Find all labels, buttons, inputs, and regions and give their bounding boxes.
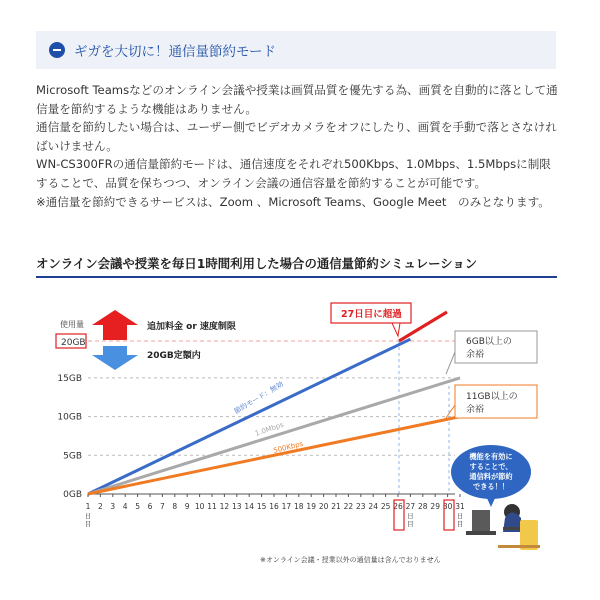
limit-label: 20GB bbox=[61, 338, 86, 348]
paragraph: Microsoft Teamsなどのオンライン会議や授業は画質品質を優先する為、画質を自動的に落として通信量を節約するような機能はありません。 bbox=[36, 83, 558, 116]
x-tick-label: 20 bbox=[318, 502, 329, 511]
x-tick-label: 2 bbox=[98, 502, 103, 511]
x-tick-label: 27 bbox=[405, 502, 416, 511]
x-tick-label: 5 bbox=[135, 502, 140, 511]
arrow-down-label: 20GB定額内 bbox=[147, 351, 201, 361]
x-tick-label: 16 bbox=[269, 502, 279, 511]
day-suffix-label: 日 bbox=[84, 512, 92, 520]
section-title: ギガを大切に！通信量節約モード bbox=[74, 44, 276, 60]
bubble-line-3: 通信料が節約 bbox=[469, 472, 513, 481]
arrow-up-label: 追加料金 or 速度制限 bbox=[147, 322, 236, 332]
x-tick-label: 18 bbox=[294, 502, 304, 511]
y-axis-title: 使用量 bbox=[60, 320, 84, 329]
x-tick-label: 25 bbox=[380, 502, 391, 511]
x-tick-label: 8 bbox=[172, 502, 178, 511]
callout-6gb-line1: 6GB以上の bbox=[466, 337, 512, 347]
series-label-unlimited: 節約モード：無効 bbox=[232, 380, 285, 416]
simulation-title: オンライン会議や授業を毎日1時間利用した場合の通信量節約シミュレーション bbox=[36, 256, 478, 271]
callout-11gb-pointer bbox=[446, 405, 455, 418]
x-tick-label: 1 bbox=[85, 502, 91, 511]
x-tick-label: 23 bbox=[356, 502, 366, 511]
x-tick-label: 24 bbox=[368, 502, 378, 511]
x-tick-label: 26 bbox=[393, 502, 403, 511]
x-tick-labels bbox=[85, 494, 465, 528]
paragraph: WN-CS300FRの通信量節約モードは、通信速度をそれぞれ500Kbps、1.0Mbps、1.5Mbpsに制限することで、品質を保ちつつ、オンライン会議の通信容量を節約することが可能です。 bbox=[36, 157, 551, 190]
x-tick-label: 15 bbox=[256, 502, 267, 511]
paragraph: ※通信量を節約できるサービスは、Zoom 、Microsoft Teams、Google Meet のみとなります。 bbox=[36, 194, 550, 209]
series-line bbox=[88, 378, 460, 494]
callout-6gb-pointer bbox=[446, 352, 455, 374]
x-tick-label: 9 bbox=[184, 502, 190, 511]
person-at-computer-icon bbox=[466, 504, 540, 550]
x-tick-label: 28 bbox=[418, 502, 428, 511]
y-tick-label: 10GB bbox=[57, 412, 82, 423]
y-tick-label: 15GB bbox=[57, 373, 82, 384]
footnote: ※オンライン会議・授業以外の通信量は含んでおりません bbox=[260, 556, 441, 564]
callout-11gb-line2: 余裕 bbox=[466, 405, 485, 415]
callout-day27: 27日目に超過 bbox=[341, 309, 402, 320]
arrow-down-icon bbox=[92, 346, 138, 370]
x-tick-label: 30 bbox=[442, 502, 453, 511]
day-suffix-label: 目 bbox=[84, 520, 92, 528]
x-tick-label: 3 bbox=[110, 502, 116, 511]
x-tick-label: 6 bbox=[147, 502, 153, 511]
bubble-line-1: 機能を有効に bbox=[469, 452, 513, 461]
x-tick-label: 10 bbox=[194, 502, 205, 511]
day-suffix-label: 目 bbox=[407, 520, 414, 528]
day-suffix-label: 日 bbox=[407, 512, 414, 520]
x-tick-label: 11 bbox=[207, 502, 217, 511]
x-tick-label: 19 bbox=[306, 502, 316, 511]
x-tick-label: 31 bbox=[455, 502, 465, 511]
x-tick-label: 4 bbox=[122, 502, 128, 511]
paragraph: 通信量を節約したい場合は、ユーザー側でビデオカメラをオフにしたり、画質を手動で落とさなければいけません。 bbox=[36, 120, 557, 153]
arrow-up-icon bbox=[92, 310, 138, 340]
y-tick-label: 0GB bbox=[63, 490, 82, 500]
x-tick-label: 7 bbox=[160, 502, 165, 511]
callout-6gb-line2: 余裕 bbox=[466, 350, 485, 360]
speech-bubble-tail bbox=[486, 496, 496, 507]
day-suffix-label: 目 bbox=[456, 520, 464, 528]
x-tick-label: 13 bbox=[232, 502, 242, 511]
x-tick-label: 29 bbox=[430, 502, 440, 511]
y-tick-labels bbox=[57, 374, 82, 500]
x-tick-label: 22 bbox=[343, 502, 354, 511]
bubble-line-4: できる！！ bbox=[473, 482, 509, 491]
bubble-line-2: することで、 bbox=[469, 462, 513, 471]
y-tick-label: 5GB bbox=[63, 451, 82, 462]
series-label-500kbps: 500Kbps bbox=[272, 439, 305, 455]
series-label-1mbps: 1.0Mbps bbox=[254, 420, 285, 438]
x-tick-label: 14 bbox=[244, 502, 254, 511]
x-tick-label: 12 bbox=[219, 502, 230, 511]
callout-11gb-line1: 11GB以上の bbox=[466, 392, 518, 402]
x-tick-label: 17 bbox=[281, 502, 292, 511]
day-suffix-label: 日 bbox=[456, 512, 464, 520]
x-tick-label: 21 bbox=[331, 502, 341, 511]
callout-day27-tail bbox=[392, 323, 400, 336]
